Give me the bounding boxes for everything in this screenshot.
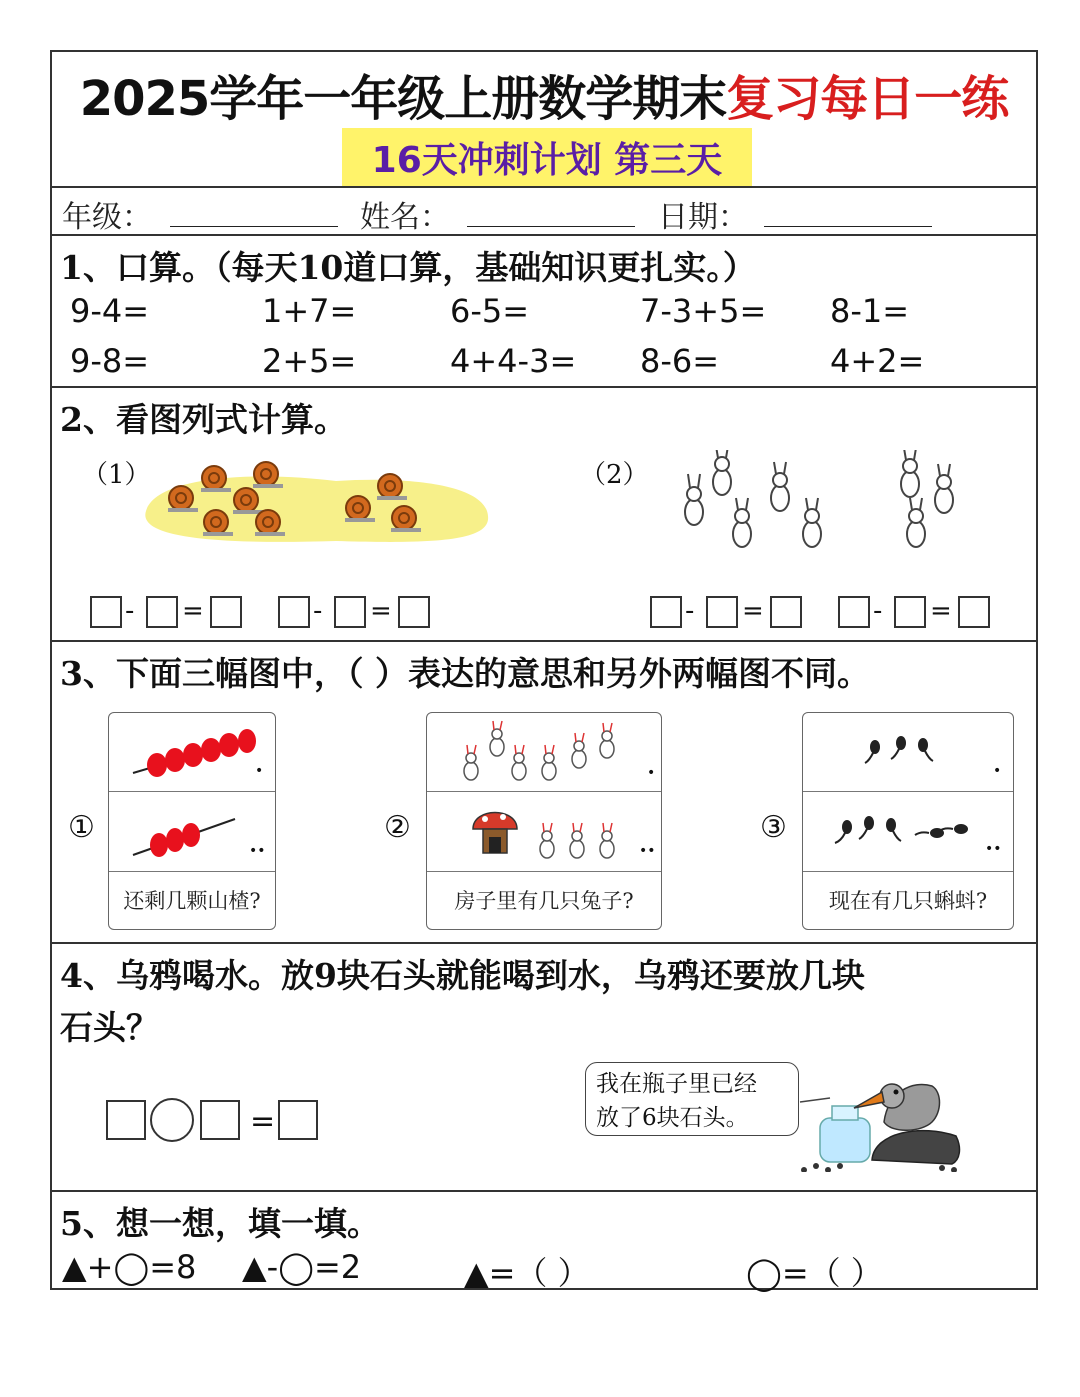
answer-box[interactable] — [894, 596, 926, 628]
oral-item: 9-8= — [70, 342, 150, 380]
dot-marker: •• — [249, 843, 266, 859]
q2-label-2: （2） — [580, 460, 649, 490]
answer-box[interactable] — [770, 596, 802, 628]
answer-box[interactable] — [706, 596, 738, 628]
option-num-1: ① — [68, 810, 95, 845]
answer-box[interactable] — [278, 1100, 318, 1140]
q5-answer-circle[interactable]: ◯=（ ） — [746, 1254, 883, 1292]
tadpoles-icon — [833, 811, 993, 851]
panel-caption-2: 房子里有几只兔子? — [454, 889, 634, 913]
equals-sign: = — [742, 596, 764, 626]
page-title-red: 复习每日一练 — [726, 71, 1009, 127]
rabbits-illustration — [672, 450, 972, 566]
oral-item: 1+7= — [262, 292, 357, 330]
dot-marker: • — [647, 765, 656, 781]
mushroom-house-icon — [467, 799, 627, 865]
answer-box[interactable] — [106, 1100, 146, 1140]
q2-title: 2、看图列式计算。 — [60, 400, 347, 439]
bubble-line-2: 放了6块石头。 — [596, 1105, 749, 1131]
subtitle: 16天冲刺计划 第三天 — [371, 140, 723, 181]
oral-item: 4+2= — [830, 342, 925, 380]
q2-label-1: （1） — [82, 460, 151, 490]
minus-sign: - — [873, 596, 883, 626]
minus-sign: - — [685, 596, 695, 626]
oral-item: 8-1= — [830, 292, 910, 330]
date-blank[interactable] — [764, 226, 932, 227]
q5-answer-triangle[interactable]: ▲=（ ） — [464, 1254, 590, 1292]
option-num-2: ② — [384, 810, 411, 845]
page-title: 2025学年一年级上册数学期末复习每日一练 — [79, 71, 1009, 127]
rabbit-icon — [713, 450, 731, 495]
operator-circle[interactable] — [150, 1098, 194, 1142]
minus-sign: - — [125, 596, 135, 626]
equals-sign: = — [930, 596, 952, 626]
dot-marker: • — [255, 763, 264, 779]
rabbit-icon — [803, 498, 821, 547]
answer-box[interactable] — [650, 596, 682, 628]
divider — [52, 186, 1036, 188]
rabbit-icon — [935, 464, 953, 513]
worksheet — [50, 50, 1038, 1290]
rabbit-icon — [771, 462, 789, 511]
date-label: 日期： — [658, 200, 748, 235]
divider — [52, 386, 1036, 388]
divider — [52, 640, 1036, 642]
dot-marker: • — [993, 763, 1002, 779]
snails-illustration — [136, 456, 496, 546]
oral-item: 9-4= — [70, 292, 150, 330]
grade-label: 年级： — [62, 200, 152, 235]
answer-box[interactable] — [838, 596, 870, 628]
option-num-3: ③ — [760, 810, 787, 845]
rabbit-icon — [685, 474, 703, 525]
oral-item: 6-5= — [450, 292, 530, 330]
q4-title-line2: 石头？ — [60, 1008, 159, 1047]
picture-panel-2 — [426, 712, 662, 930]
rabbit-icon — [901, 450, 919, 497]
panel-caption-3: 现在有几只蝌蚪? — [828, 889, 988, 913]
answer-box[interactable] — [958, 596, 990, 628]
answer-box[interactable] — [210, 596, 242, 628]
divider — [52, 234, 1036, 236]
minus-sign: - — [313, 596, 323, 626]
divider — [52, 942, 1036, 944]
picture-panel-3 — [802, 712, 1014, 930]
equals-sign: = — [250, 1104, 276, 1139]
name-blank[interactable] — [467, 226, 635, 227]
haw-skewer-icon — [129, 727, 259, 777]
q3-title: 3、下面三幅图中，（ ）表达的意思和另外两幅图不同。 — [60, 654, 870, 693]
equals-sign: = — [370, 596, 392, 626]
rabbit-icon — [907, 498, 925, 547]
q5-equation-2: ▲-◯=2 — [242, 1248, 362, 1286]
panel-caption-1: 还剩几颗山楂? — [123, 889, 261, 913]
answer-box[interactable] — [278, 596, 310, 628]
q1-title: 1、口算。（每天10道口算，基础知识更扎实。） — [60, 248, 756, 287]
q5-title: 5、想一想，填一填。 — [60, 1204, 380, 1243]
dot-marker: •• — [639, 843, 656, 859]
answer-box[interactable] — [334, 596, 366, 628]
bubble-line-1: 我在瓶子里已经 — [596, 1071, 757, 1097]
answer-box[interactable] — [200, 1100, 240, 1140]
q4-title-line1: 4、乌鸦喝水。放9块石头就能喝到水，乌鸦还要放几块 — [60, 956, 865, 995]
oral-item: 2+5= — [262, 342, 357, 380]
answer-box[interactable] — [398, 596, 430, 628]
speech-bubble — [585, 1062, 799, 1136]
q5-equation-1: ▲+◯=8 — [62, 1248, 197, 1286]
oral-item: 8-6= — [640, 342, 720, 380]
equals-sign: = — [182, 596, 204, 626]
oral-item: 7-3+5= — [640, 292, 767, 330]
haw-skewer-icon — [129, 809, 259, 859]
name-label: 姓名： — [360, 200, 450, 235]
oral-item: 4+4-3= — [450, 342, 577, 380]
tadpoles-icon — [863, 733, 943, 769]
picture-panel-1 — [108, 712, 276, 930]
grade-blank[interactable] — [170, 226, 338, 227]
dot-marker: •• — [985, 841, 1002, 857]
crow-bottle-illustration — [792, 1062, 962, 1172]
divider — [52, 1190, 1036, 1192]
answer-box[interactable] — [146, 596, 178, 628]
rabbit-icon — [733, 498, 751, 547]
rabbits-group-icon — [457, 719, 627, 785]
answer-box[interactable] — [90, 596, 122, 628]
